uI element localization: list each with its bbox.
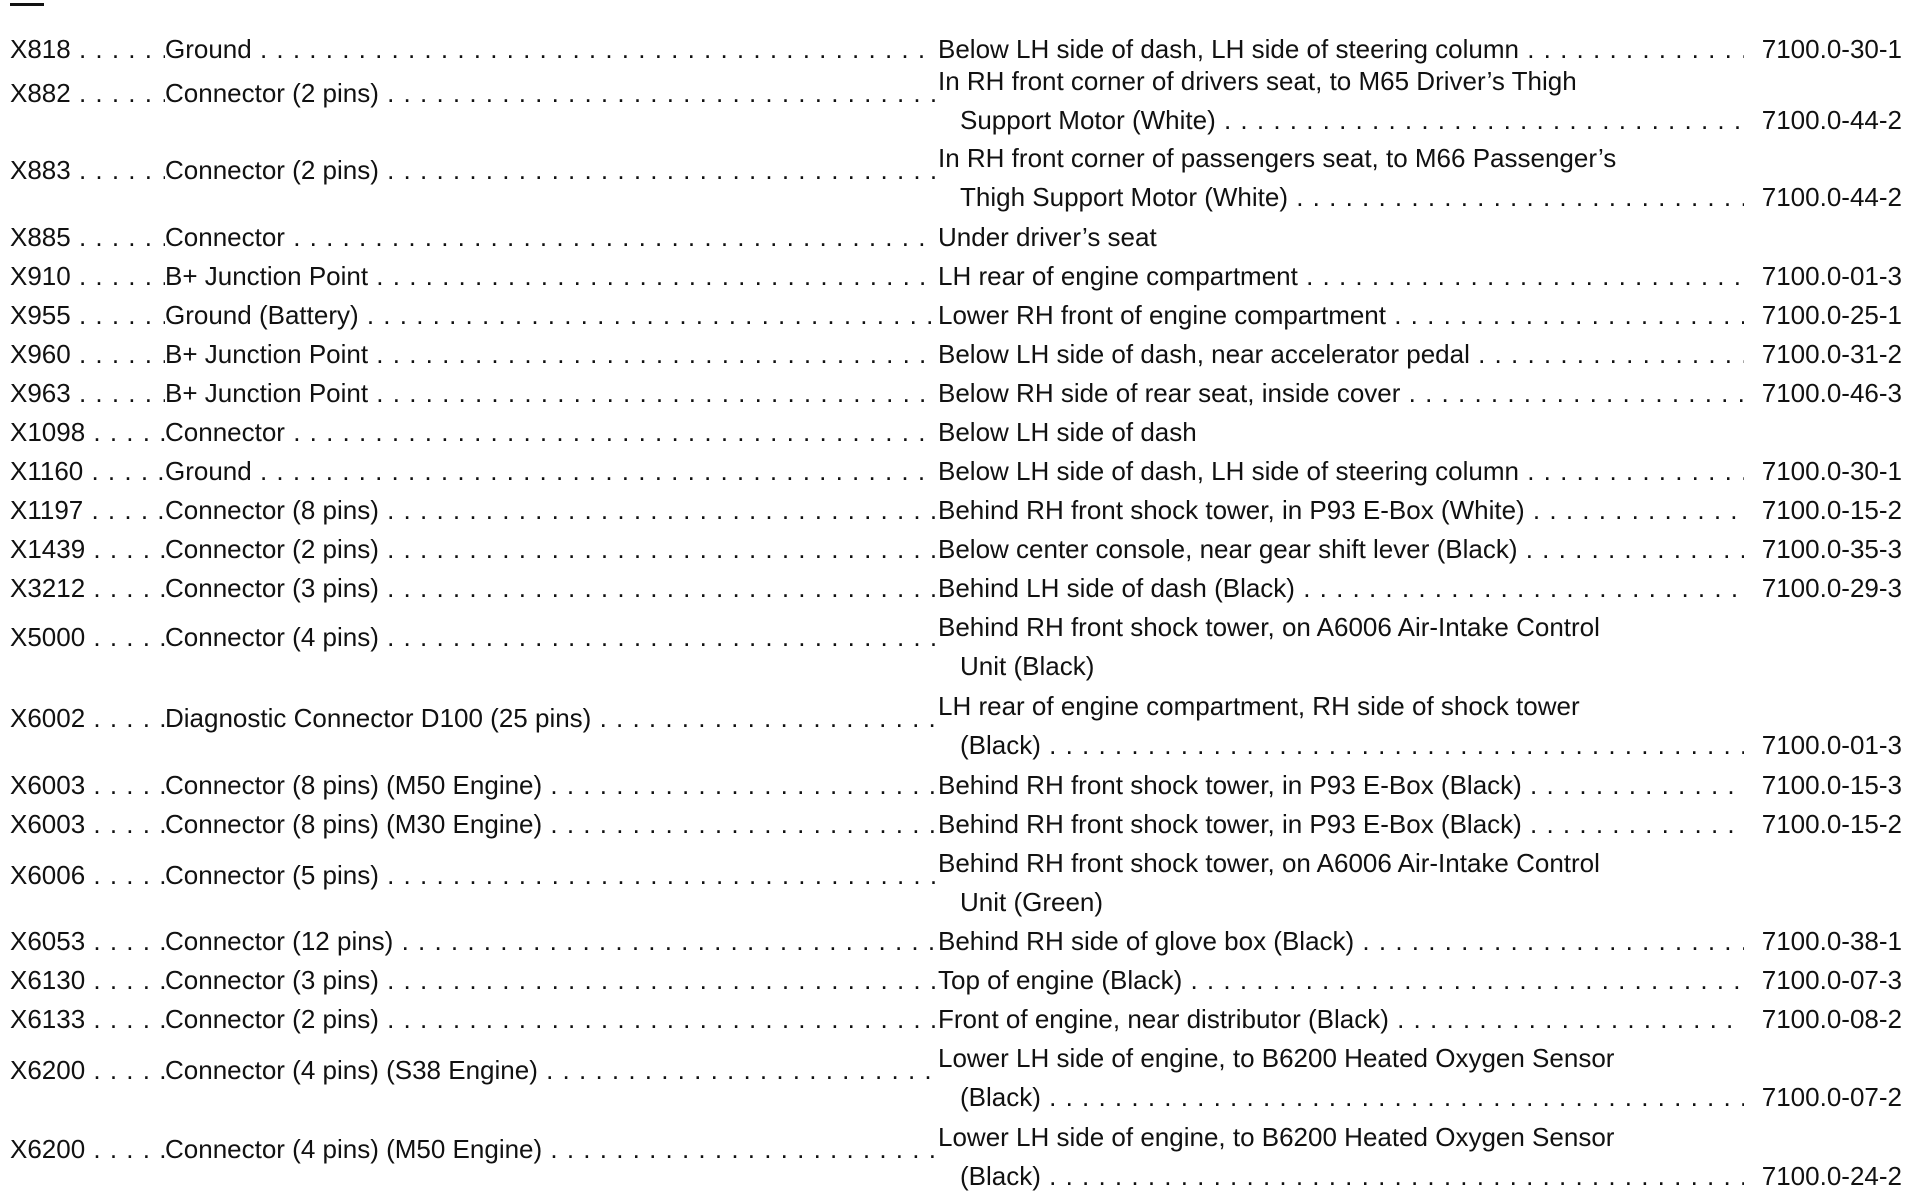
table-row <box>10 530 1902 569</box>
connector-description: Connector (2 pins) . . . <box>165 530 935 569</box>
location-text: Top of engine (Black) . . . <box>938 961 1744 1000</box>
connector-id: X6130 . . . <box>10 961 165 1000</box>
location-text-continued: (Black) . . . <box>960 1078 1744 1117</box>
connector-description: Connector (5 pins) . . . <box>165 856 935 895</box>
page-reference: 7100.0-15-2 <box>1761 495 1902 525</box>
connector-id: X3212 . . . <box>10 569 165 608</box>
location-text: Below LH side of dash <box>938 417 1197 447</box>
connector-description: Connector (4 pins) (S38 Engine) . . . <box>165 1051 935 1090</box>
connector-description: Connector (8 pins) (M30 Engine) . . . <box>165 805 935 844</box>
location-text: LH rear of engine compartment, RH side of shock tower <box>938 691 1580 721</box>
connector-id: X963 . . . <box>10 374 165 413</box>
connector-description: Ground . . . <box>165 30 935 69</box>
table-row <box>10 805 1902 844</box>
connector-description: Connector (4 pins) . . . <box>165 618 935 657</box>
connector-id: X6200 . . . <box>10 1051 165 1090</box>
page-reference: 7100.0-44-2 <box>1761 105 1902 135</box>
page-reference: 7100.0-30-1 <box>1761 34 1902 64</box>
table-row <box>10 374 1902 413</box>
location-text: Below RH side of rear seat, inside cover . . . <box>938 374 1744 413</box>
connector-description: Connector (3 pins) . . . <box>165 961 935 1000</box>
connector-description: Connector . . . <box>165 413 935 452</box>
table-row <box>10 1039 1902 1117</box>
location-text-continued: Unit (Green) <box>960 887 1104 917</box>
table-row <box>10 452 1902 491</box>
connector-description: Connector (8 pins) (M50 Engine) . . . <box>165 766 935 805</box>
page-reference: 7100.0-25-1 <box>1761 300 1902 330</box>
connector-id: X6133 . . . <box>10 1000 165 1039</box>
connector-id: X1439 . . . <box>10 530 165 569</box>
table-row <box>10 491 1902 530</box>
location-text: Behind RH front shock tower, in P93 E-Box (Black) . . . <box>938 805 1744 844</box>
connector-id: X6053 . . . <box>10 922 165 961</box>
table-row <box>10 922 1902 961</box>
location-text: Behind LH side of dash (Black) . . . <box>938 569 1744 608</box>
location-text-continued: (Black) . . . <box>960 1157 1744 1196</box>
connector-description: Ground (Battery) . . . <box>165 296 935 335</box>
table-row <box>10 1118 1902 1196</box>
location-text: Below center console, near gear shift lever (Black) . . . <box>938 530 1744 569</box>
page-reference: 7100.0-38-1 <box>1761 926 1902 956</box>
table-row <box>10 766 1902 805</box>
location-text: Below LH side of dash, LH side of steering column . . . <box>938 452 1744 491</box>
connector-id: X6003 . . . <box>10 766 165 805</box>
location-text: Under driver’s seat <box>938 222 1157 252</box>
table-row <box>10 335 1902 374</box>
table-row <box>10 296 1902 335</box>
location-text: Lower LH side of engine, to B6200 Heated Oxygen Sensor <box>938 1122 1615 1152</box>
table-row <box>10 1000 1902 1039</box>
connector-id: X6006 . . . <box>10 856 165 895</box>
connector-description: B+ Junction Point . . . <box>165 335 935 374</box>
connector-id: X955 . . . <box>10 296 165 335</box>
table-row <box>10 844 1902 922</box>
connector-description: Connector (2 pins) . . . <box>165 74 935 113</box>
table-row <box>10 62 1902 140</box>
page-reference: 7100.0-35-3 <box>1761 534 1902 564</box>
connector-description: B+ Junction Point . . . <box>165 257 935 296</box>
page-reference: 7100.0-15-2 <box>1761 809 1902 839</box>
page-reference: 7100.0-46-3 <box>1761 378 1902 408</box>
connector-id: X960 . . . <box>10 335 165 374</box>
connector-id: X1160 . . . <box>10 452 165 491</box>
location-text-continued: (Black) . . . <box>960 726 1744 765</box>
page-reference: 7100.0-07-2 <box>1761 1082 1902 1112</box>
page-reference: 7100.0-44-2 <box>1761 182 1902 212</box>
connector-id: X883 . . . <box>10 151 165 190</box>
table-row <box>10 218 1902 257</box>
table-row <box>10 687 1902 765</box>
location-text-continued: Support Motor (White) . . . <box>960 101 1744 140</box>
location-text: Below LH side of dash, LH side of steering column . . . <box>938 30 1744 69</box>
table-row <box>10 608 1902 686</box>
connector-description: Connector (8 pins) . . . <box>165 491 935 530</box>
location-text: Behind RH side of glove box (Black) . . . <box>938 922 1744 961</box>
table-row <box>10 139 1902 217</box>
location-text: Behind RH front shock tower, in P93 E-Box (Black) . . . <box>938 766 1744 805</box>
location-text: Below LH side of dash, near accelerator pedal . . . <box>938 335 1744 374</box>
connector-id: X6200 . . . <box>10 1130 165 1169</box>
table-row <box>10 961 1902 1000</box>
connector-id: X818 . . . <box>10 30 165 69</box>
connector-description: Connector (4 pins) (M50 Engine) . . . <box>165 1130 935 1169</box>
table-row <box>10 257 1902 296</box>
location-text: Behind RH front shock tower, on A6006 Air-Intake Control <box>938 848 1600 878</box>
page-reference: 7100.0-07-3 <box>1761 965 1902 995</box>
connector-id: X1197 . . . <box>10 491 165 530</box>
location-text: Behind RH front shock tower, in P93 E-Box (White) . . . <box>938 491 1744 530</box>
connector-id: X882 . . . <box>10 74 165 113</box>
connector-id: X1098 . . . <box>10 413 165 452</box>
page-reference: 7100.0-24-2 <box>1761 1161 1902 1191</box>
connector-id: X5000 . . . <box>10 618 165 657</box>
connector-description: Connector (12 pins) . . . <box>165 922 935 961</box>
connector-description: Connector (2 pins) . . . <box>165 151 935 190</box>
connector-description: Connector (3 pins) . . . <box>165 569 935 608</box>
page-reference: 7100.0-15-3 <box>1761 770 1902 800</box>
location-text: Front of engine, near distributor (Black) . . . <box>938 1000 1744 1039</box>
page-reference: 7100.0-31-2 <box>1761 339 1902 369</box>
connector-description: Diagnostic Connector D100 (25 pins) . . . <box>165 699 935 738</box>
connector-id: X6003 . . . <box>10 805 165 844</box>
page-reference: 7100.0-01-3 <box>1761 730 1902 760</box>
connector-description: Ground . . . <box>165 452 935 491</box>
connector-id: X6002 . . . <box>10 699 165 738</box>
location-text: Behind RH front shock tower, on A6006 Air-Intake Control <box>938 612 1600 642</box>
location-text: Lower LH side of engine, to B6200 Heated Oxygen Sensor <box>938 1043 1615 1073</box>
page-reference: 7100.0-08-2 <box>1761 1004 1902 1034</box>
location-text-continued: Thigh Support Motor (White) . . . <box>960 178 1744 217</box>
connector-id: X910 . . . <box>10 257 165 296</box>
connector-description: Connector . . . <box>165 218 935 257</box>
table-row <box>10 413 1902 452</box>
connector-id: X885 . . . <box>10 218 165 257</box>
connector-description: B+ Junction Point . . . <box>165 374 935 413</box>
location-text-continued: Unit (Black) <box>960 651 1095 681</box>
table-row <box>10 569 1902 608</box>
page-reference: 7100.0-30-1 <box>1761 456 1902 486</box>
page-reference: 7100.0-29-3 <box>1761 573 1902 603</box>
location-text: In RH front corner of drivers seat, to M65 Driver’s Thigh <box>938 66 1577 96</box>
location-text: In RH front corner of passengers seat, to M66 Passenger’s <box>938 143 1617 173</box>
location-text: LH rear of engine compartment . . . <box>938 257 1744 296</box>
location-text: Lower RH front of engine compartment . . . <box>938 296 1744 335</box>
connector-description: Connector (2 pins) . . . <box>165 1000 935 1039</box>
page-reference: 7100.0-01-3 <box>1761 261 1902 291</box>
